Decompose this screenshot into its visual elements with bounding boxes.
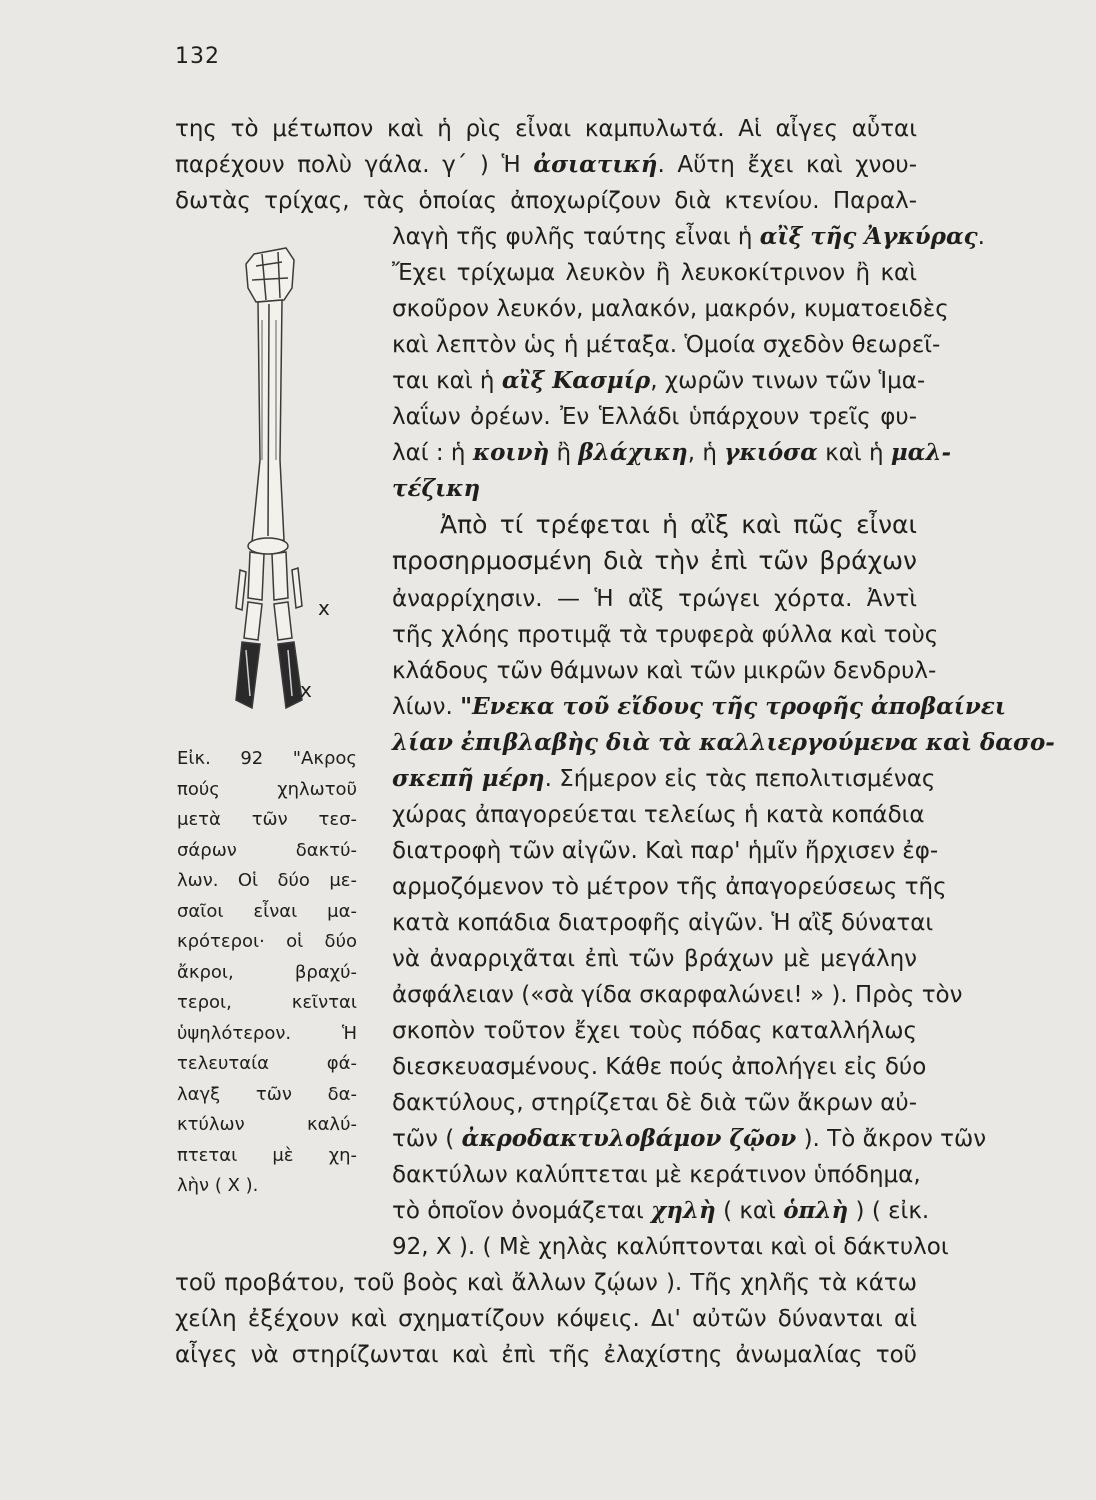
emphasis-term: τέζικη	[392, 475, 481, 502]
figure-mark-x-upper: x	[318, 596, 330, 620]
emphasis-term: κοινὴ	[472, 439, 550, 466]
emphasis-term: ὁπλὴ	[783, 1197, 849, 1224]
text-line: Ἔχει τρίχωμα λευκὸν ἢ λευκοκίτρινον ἢ καὶ	[392, 260, 917, 286]
text-line: ἀναρρίχησιν. — Ἡ αἲξ τρώγει χόρτα. Ἀντὶ	[392, 586, 917, 612]
emphasis-term: λίαν ἐπιβλαβὴς διὰ τὰ καλλιεργούμενα καὶ δασο-	[392, 729, 1055, 756]
text-line: λαί : ἡ κοινὴ ἢ βλάχικη, ἡ γκιόσα καὶ ἡ μαλ-	[392, 439, 952, 466]
emphasis-term: αἲξ τῆς Ἀγκύρας	[759, 223, 978, 250]
text-line: λίων. "Ενεκα τοῦ εἴδους τῆς τροφῆς ἀποβαίνει	[392, 693, 1006, 720]
text-line: λαγὴ τῆς φυλῆς ταύτης εἶναι ἡ αἲξ τῆς Ἀγκύρας.	[392, 223, 985, 250]
caption-line: ὑψηλότερον. Ἡ	[177, 1022, 357, 1044]
goat-foot-skeleton-illustration	[222, 240, 312, 740]
text-line: κατὰ κοπάδια διατροφῆς αἰγῶν. Ἡ αἲξ δύναται	[392, 910, 934, 936]
figure-caption	[177, 744, 357, 1202]
emphasis-term: ἀκροδακτυλοβάμον ζῷον	[461, 1125, 797, 1152]
text-line: αἶγες νὰ στηρίζωνται καὶ ἐπὶ τῆς ἐλαχίστης ἀνωμαλίας τοῦ	[175, 1342, 917, 1368]
caption-line: Εἰκ. 92 "Ακρος	[177, 748, 357, 769]
caption-line: σαῖοι εἶναι μα-	[177, 900, 357, 922]
text-line: ται καὶ ἡ αἲξ Κασμίρ, χωρῶν τινων τῶν Ἱμα-	[392, 367, 926, 394]
text-line: παρέχουν πολὺ γάλα. γ΄ ) Ἡ ἀσιατική. Αὕτη ἔχει καὶ χνου-	[175, 151, 918, 178]
caption-line: σάρων δακτύ-	[177, 839, 357, 861]
text-line	[392, 726, 1055, 760]
text-line: ἀσφάλειαν («σὰ γίδα σκαρφαλώνει! » ). Πρὸς τὸν	[392, 982, 963, 1008]
section-heading-line: Ἀπὸ τί τρέφεται ἡ αἲξ καὶ πῶς εἶναι	[440, 510, 917, 539]
text-line: διατροφὴ τῶν αἰγῶν. Καὶ παρ' ἡμῖν ἤρχισεν ἐφ-	[392, 838, 939, 864]
caption-line: τεροι, κεῖνται	[177, 992, 357, 1013]
emphasis-term: γκιόσα	[724, 439, 818, 466]
caption-line: λαγξ τῶν δα-	[177, 1083, 357, 1105]
text-line: της τὸ μέτωπον καὶ ἡ ρὶς εἶναι καμπυλωτά. Αἱ αἶγες αὗται	[175, 116, 917, 142]
caption-line: μετὰ τῶν τεσ-	[177, 809, 357, 830]
emphasis-term: ἀσιατική	[533, 151, 658, 178]
figure-mark-x-lower: x	[300, 678, 312, 702]
text-line: καὶ λεπτὸν ὡς ἡ μέταξα. Ὁμοία σχεδὸν θεωρεῖ-	[392, 332, 941, 358]
text-line: τῶν ( ἀκροδακτυλοβάμον ζῷον ). Τὸ ἄκρον τῶν	[392, 1125, 987, 1152]
emphasis-term: μαλ-	[890, 439, 952, 466]
caption-line: τελευταία φά-	[177, 1053, 357, 1074]
text-line: 92, Χ ). ( Μὲ χηλὰς καλύπτονται καὶ οἱ δάκτυλοι	[392, 1234, 949, 1260]
caption-line: λὴν ( Χ ).	[177, 1175, 259, 1196]
page-number: 132	[175, 44, 220, 69]
caption-line: πτεται μὲ χη-	[177, 1144, 357, 1166]
text-line	[392, 472, 917, 506]
text-line: κλάδους τῶν θάμνων καὶ τῶν μικρῶν δενδρυλ-	[392, 658, 937, 684]
text-line: σκοῦρον λευκόν, μαλακόν, μακρόν, κυματοειδὲς	[392, 296, 949, 322]
caption-line: κτύλων καλύ-	[177, 1114, 357, 1135]
caption-line: κρότεροι· οἱ δύο	[177, 931, 357, 952]
caption-line: πούς χηλωτοῦ	[177, 778, 357, 800]
emphasis-term: αἲξ Κασμίρ	[501, 367, 651, 394]
text-line: δακτύλων καλύπτεται μὲ κεράτινον ὑπόδημα,	[392, 1162, 921, 1188]
emphasis-term: σκεπῆ μέρη	[392, 765, 545, 792]
text-line: τῆς χλόης προτιμᾷ τὰ τρυφερὰ φύλλα καὶ τοὺς	[392, 622, 939, 648]
text-line: δακτύλους, στηρίζεται δὲ διὰ τῶν ἄκρων αὐ-	[392, 1090, 917, 1116]
text-line: χώρας ἀπαγορεύεται τελείως ἡ κατὰ κοπάδια	[392, 802, 925, 828]
text-line: σκεπῆ μέρη. Σήμερον εἰς τὰς πεπολιτισμένας	[392, 765, 936, 792]
text-line: δωτὰς τρίχας, τὰς ὁποίας ἀποχωρίζουν διὰ κτενίου. Παραλ-	[175, 188, 917, 214]
text-line: νὰ ἀναρριχᾶται ἐπὶ τῶν βράχων μὲ μεγάλην	[392, 946, 917, 972]
text-line: αρμοζόμενον τὸ μέτρον τῆς ἀπαγορεύσεως τῆς	[392, 874, 947, 900]
text-line: διεσκευασμένους. Κάθε πούς ἀπολήγει εἰς δύο	[392, 1054, 927, 1080]
section-heading-line: προσηρμοσμένη διὰ τὴν ἐπὶ τῶν βράχων	[392, 546, 917, 575]
caption-line: ἄκροι, βραχύ-	[177, 961, 357, 983]
emphasis-term: "Ενεκα τοῦ εἴδους τῆς τροφῆς ἀποβαίνει	[460, 693, 1006, 720]
emphasis-term: βλάχικη	[578, 439, 688, 466]
text-line: λαΐων ὀρέων. Ἐν Ἑλλάδι ὑπάρχουν τρεῖς φυ-	[392, 404, 917, 430]
text-line: τὸ ὁποῖον ὀνομάζεται χηλὴ ( καὶ ὁπλὴ ) ( εἰκ.	[392, 1197, 930, 1224]
text-line: σκοπὸν τοῦτον ἔχει τοὺς πόδας καταλλήλως	[392, 1018, 917, 1044]
text-line: χείλη ἐξέχουν καὶ σχηματίζουν κόψεις. Δι' αὐτῶν δύνανται αἱ	[175, 1306, 917, 1332]
text-line: τοῦ προβάτου, τοῦ βοὸς καὶ ἄλλων ζῴων ). Τῆς χηλῆς τὰ κάτω	[175, 1270, 917, 1296]
emphasis-term: χηλὴ	[651, 1197, 716, 1224]
caption-line: λων. Οἱ δύο με-	[177, 870, 357, 891]
